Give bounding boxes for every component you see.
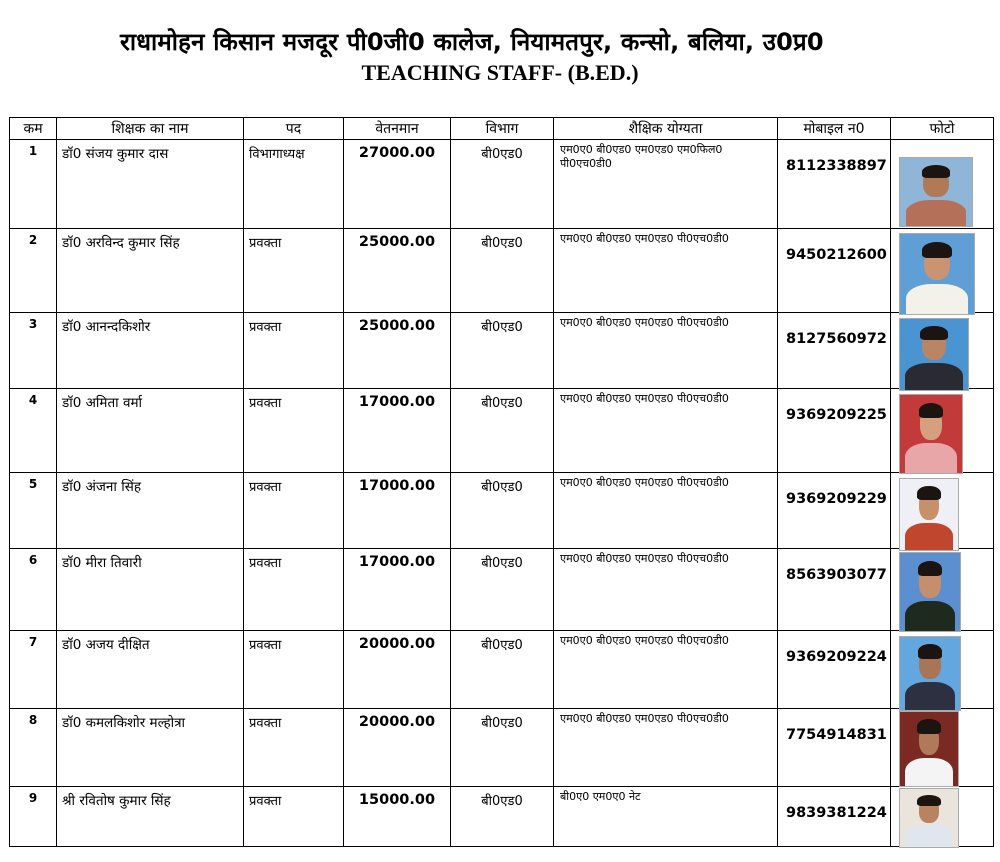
staff-photo: [899, 394, 963, 474]
table-row: [10, 473, 994, 549]
mobile-cell: 9369209224: [778, 631, 891, 709]
staff-photo: [899, 318, 969, 391]
photo-body: [905, 443, 957, 474]
photo-hair: [919, 403, 944, 419]
serial-cell: 2: [10, 229, 57, 313]
photo-hair: [917, 486, 940, 500]
header-mobile: मोबाइल न0: [778, 118, 891, 140]
table-row: [10, 140, 994, 229]
photo-body: [905, 523, 954, 551]
post-cell: प्रवक्ता: [244, 549, 344, 631]
serial-cell: 7: [10, 631, 57, 709]
post-cell: प्रवक्ता: [244, 631, 344, 709]
photo-hair: [920, 326, 947, 340]
table-row: [10, 313, 994, 389]
staff-photo: [899, 636, 961, 711]
page-subtitle: TEACHING STAFF- (B.ED.): [361, 60, 639, 85]
staff-photo: [899, 157, 973, 227]
serial-cell: 5: [10, 473, 57, 549]
qualification-cell: बी0ए0 एम0ए0 नेट: [554, 787, 778, 847]
college-title: राधामोहन किसान मजदूर पी0जी0 कालेज, नियामतपुर, कन्सो, बलिया, उ0प्र0: [120, 28, 824, 56]
teacher-name-cell: डॉ0 संजय कुमार दास: [57, 140, 244, 229]
salary-cell: 17000.00: [344, 549, 451, 631]
photo-body: [906, 200, 966, 227]
salary-cell: 27000.00: [344, 140, 451, 229]
staff-photo: [899, 233, 975, 315]
photo-body: [905, 363, 962, 391]
mobile-cell: 8127560972: [778, 313, 891, 389]
header-post: पद: [244, 118, 344, 140]
salary-cell: 20000.00: [344, 709, 451, 787]
salary-cell: 17000.00: [344, 389, 451, 473]
department-cell: बी0एड0: [451, 313, 554, 389]
staff-photo: [899, 711, 959, 787]
photo-body: [906, 284, 968, 315]
mobile-cell: 9450212600: [778, 229, 891, 313]
teacher-name-cell: श्री रवितोष कुमार सिंह: [57, 787, 244, 847]
photo-cell: [891, 549, 994, 631]
teacher-name-cell: डॉ0 अरविन्द कुमार सिंह: [57, 229, 244, 313]
qualification-cell: एम0ए0 बी0एड0 एम0एड0 पी0एच0डी0: [554, 709, 778, 787]
photo-cell: [891, 140, 994, 229]
serial-cell: 4: [10, 389, 57, 473]
teacher-name-cell: डॉ0 अंजना सिंह: [57, 473, 244, 549]
photo-hair: [918, 644, 942, 659]
table-row: [10, 709, 994, 787]
teacher-name-cell: डॉ0 अमिता वर्मा: [57, 389, 244, 473]
mobile-cell: 8563903077: [778, 549, 891, 631]
post-cell: प्रवक्ता: [244, 313, 344, 389]
header-salary: वेतनमान: [344, 118, 451, 140]
table-row: [10, 229, 994, 313]
department-cell: बी0एड0: [451, 473, 554, 549]
teacher-name-cell: डॉ0 आनन्दकिशोर: [57, 313, 244, 389]
table-header-row: [10, 118, 994, 140]
department-cell: बी0एड0: [451, 140, 554, 229]
post-cell: प्रवक्ता: [244, 229, 344, 313]
post-cell: विभागाध्यक्ष: [244, 140, 344, 229]
teacher-name-cell: डॉ0 कमलकिशोर मल्होत्रा: [57, 709, 244, 787]
photo-cell: [891, 313, 994, 389]
photo-cell: [891, 389, 994, 473]
photo-hair: [922, 165, 951, 179]
salary-cell: 15000.00: [344, 787, 451, 847]
department-cell: बी0एड0: [451, 389, 554, 473]
teacher-name-cell: डॉ0 अजय दीक्षित: [57, 631, 244, 709]
header-teacher-name: शिक्षक का नाम: [57, 118, 244, 140]
photo-cell: [891, 631, 994, 709]
table-row: [10, 389, 994, 473]
header-qualification: शैक्षिक योग्यता: [554, 118, 778, 140]
photo-cell: [891, 229, 994, 313]
photo-body: [905, 682, 955, 711]
photo-hair: [918, 561, 942, 577]
table-row: [10, 549, 994, 631]
qualification-cell: एम0ए0 बी0एड0 एम0एड0 पी0एच0डी0: [554, 389, 778, 473]
mobile-cell: 8112338897: [778, 140, 891, 229]
qualification-cell: एम0ए0 बी0एड0 एम0एड0 पी0एच0डी0: [554, 313, 778, 389]
salary-cell: 20000.00: [344, 631, 451, 709]
photo-cell: [891, 787, 994, 847]
photo-cell: [891, 473, 994, 549]
mobile-cell: 9369209225: [778, 389, 891, 473]
staff-table: [9, 117, 994, 847]
photo-cell: [891, 709, 994, 787]
post-cell: प्रवक्ता: [244, 709, 344, 787]
department-cell: बी0एड0: [451, 229, 554, 313]
department-cell: बी0एड0: [451, 549, 554, 631]
staff-photo: [899, 552, 961, 632]
photo-body: [905, 601, 955, 632]
department-cell: बी0एड0: [451, 709, 554, 787]
photo-body: [905, 758, 954, 787]
staff-photo: [899, 788, 959, 848]
photo-hair: [922, 242, 952, 258]
mobile-cell: 9839381224: [778, 787, 891, 847]
serial-cell: 3: [10, 313, 57, 389]
salary-cell: 25000.00: [344, 313, 451, 389]
qualification-cell: एम0ए0 बी0एड0 एम0एड0 पी0एच0डी0: [554, 631, 778, 709]
staff-photo: [899, 478, 959, 551]
table-row: [10, 631, 994, 709]
mobile-cell: 7754914831: [778, 709, 891, 787]
header-department: विभाग: [451, 118, 554, 140]
department-cell: बी0एड0: [451, 787, 554, 847]
post-cell: प्रवक्ता: [244, 389, 344, 473]
serial-cell: 6: [10, 549, 57, 631]
qualification-cell: एम0ए0 बी0एड0 एम0एड0 पी0एच0डी0: [554, 229, 778, 313]
qualification-cell: एम0ए0 बी0एड0 एम0एड0 पी0एच0डी0: [554, 473, 778, 549]
department-cell: बी0एड0: [451, 631, 554, 709]
qualification-cell: एम0ए0 बी0एड0 एम0एड0 एम0फिल0 पी0एच0डी0: [554, 140, 778, 229]
header-photo: फोटो: [891, 118, 994, 140]
post-cell: प्रवक्ता: [244, 473, 344, 549]
header-serial: कम: [10, 118, 57, 140]
salary-cell: 17000.00: [344, 473, 451, 549]
qualification-cell: एम0ए0 बी0एड0 एम0एड0 पी0एच0डी0: [554, 549, 778, 631]
serial-cell: 8: [10, 709, 57, 787]
table-row: [10, 787, 994, 847]
photo-body: [905, 825, 954, 848]
post-cell: प्रवक्ता: [244, 787, 344, 847]
serial-cell: 1: [10, 140, 57, 229]
photo-hair: [917, 719, 940, 734]
mobile-cell: 9369209229: [778, 473, 891, 549]
serial-cell: 9: [10, 787, 57, 847]
photo-hair: [917, 795, 940, 807]
teacher-name-cell: डॉ0 मीरा तिवारी: [57, 549, 244, 631]
salary-cell: 25000.00: [344, 229, 451, 313]
